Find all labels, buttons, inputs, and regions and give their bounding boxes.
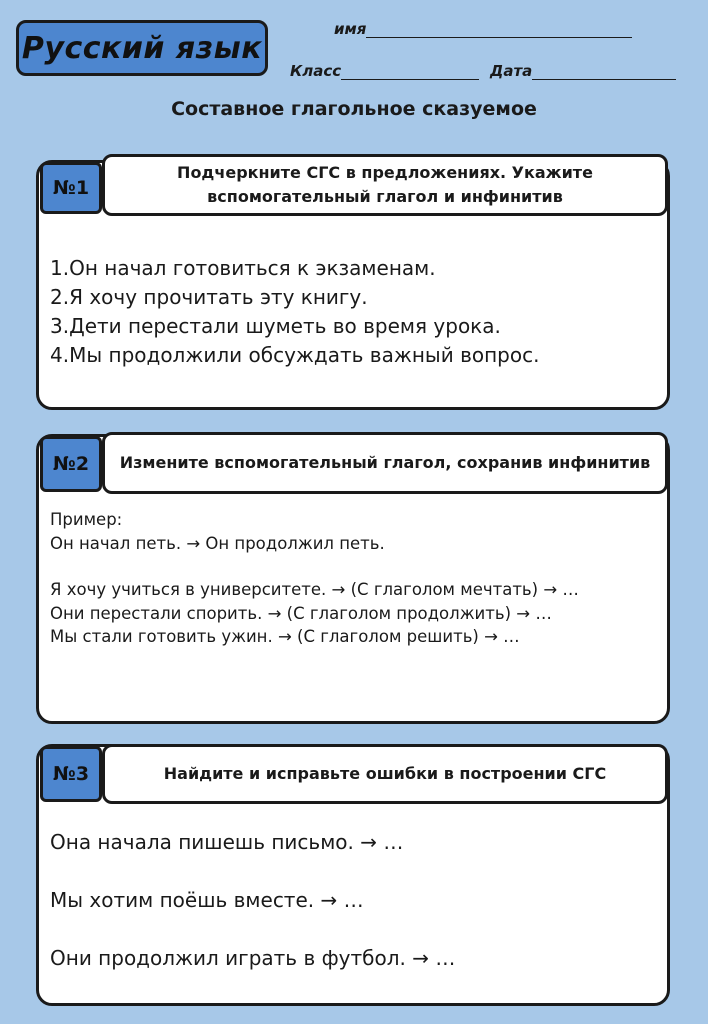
name-field xyxy=(334,20,632,38)
class-line xyxy=(341,65,479,80)
subject-banner xyxy=(16,20,268,76)
task-3-line: Мы хотим поёшь вместе. → … xyxy=(50,888,364,912)
task-2-body xyxy=(50,508,662,649)
name-label: имя xyxy=(334,20,367,38)
example-label: Пример: xyxy=(50,510,123,529)
task-1-number: №1 xyxy=(40,162,102,214)
task-3-heading: Найдите и исправьте ошибки в построении СГС xyxy=(102,744,668,804)
date-line xyxy=(532,65,676,80)
class-label: Класс xyxy=(290,62,342,80)
page-title: Составное глагольное сказуемое xyxy=(171,98,537,120)
task-1-line: 1.Он начал готовиться к экзаменам. xyxy=(50,256,436,280)
task-2-line: Я хочу учиться в университете. → (С глаголом мечтать) → … xyxy=(50,580,579,599)
example-text: Он начал петь. → Он продолжил петь. xyxy=(50,533,385,553)
task-3-line: Она начала пишешь письмо. → … xyxy=(50,830,404,854)
date-label: Дата xyxy=(490,62,533,80)
task-2-number: №2 xyxy=(40,436,102,492)
task-3-line: Они продолжил играть в футбол. → … xyxy=(50,946,456,970)
task-3-body xyxy=(50,828,662,973)
class-field xyxy=(290,62,479,80)
task-2-line: Они перестали спорить. → (С глаголом продолжить) → … xyxy=(50,603,552,623)
task-1-line: 3.Дети перестали шуметь во время урока. xyxy=(50,314,501,338)
date-field xyxy=(490,62,676,80)
task-1-line: 2.Я хочу прочитать эту книгу. xyxy=(50,285,368,309)
subject-title: Русский язык xyxy=(21,30,263,66)
task-2-line: Мы стали готовить ужин. → (С глаголом решить) → … xyxy=(50,627,520,646)
task-2-heading: Измените вспомогательный глагол, сохранив инфинитив xyxy=(102,432,668,494)
task-1-heading: Подчеркните СГС в предложениях. Укажите вспомогательный глагол и инфинитив xyxy=(102,154,668,216)
task-3-number: №3 xyxy=(40,746,102,802)
name-line xyxy=(366,23,632,38)
task-1-line: 4.Мы продолжили обсуждать важный вопрос. xyxy=(50,343,540,367)
task-1-body xyxy=(50,254,660,370)
